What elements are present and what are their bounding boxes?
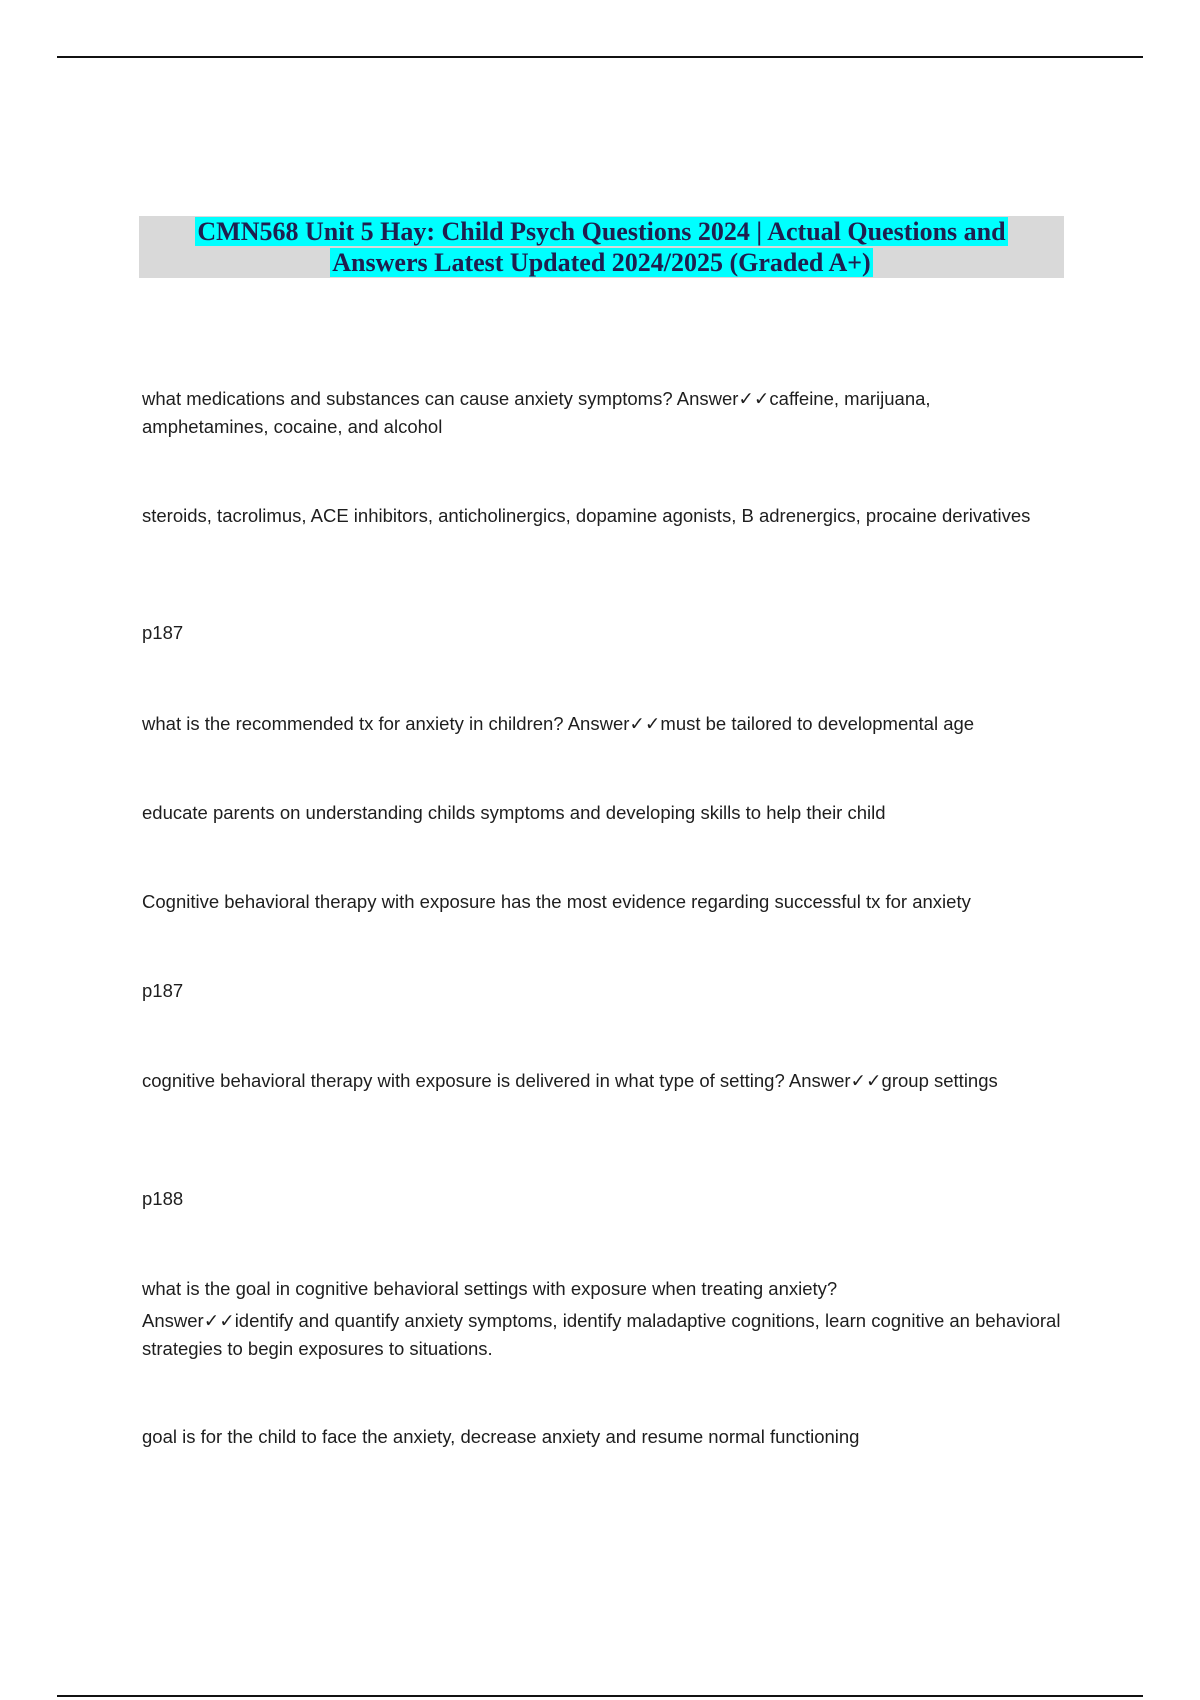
- page-ref: p188: [142, 1188, 184, 1209]
- bottom-rule: [57, 1695, 1143, 1697]
- page-ref: p187: [142, 980, 184, 1001]
- paragraph-q2-detail-1: educate parents on understanding childs symptoms and developing skills to help their child: [142, 802, 886, 823]
- title-line-2: Answers Latest Updated 2024/2025 (Graded A+): [332, 248, 871, 277]
- paragraph-q4: what is the goal in cognitive behavioral settings with exposure when treating anxiety?: [142, 1278, 838, 1299]
- paragraph-q1-extra: steroids, tacrolimus, ACE inhibitors, anticholinergics, dopamine agonists, B adrenergics, procaine derivatives: [142, 505, 1031, 526]
- page-ref: p187: [142, 622, 184, 643]
- paragraph-q4-goal: goal is for the child to face the anxiety, decrease anxiety and resume normal functioning: [142, 1426, 860, 1447]
- paragraph-q3: cognitive behavioral therapy with exposure is delivered in what type of setting? Answer✓✓group settings: [142, 1070, 998, 1091]
- document-title: [139, 216, 1064, 278]
- paragraph-q2-detail-2: Cognitive behavioral therapy with exposure has the most evidence regarding successful tx for anxiety: [142, 891, 971, 912]
- title-line-1: CMN568 Unit 5 Hay: Child Psych Questions 2024 | Actual Questions and: [197, 217, 1006, 246]
- paragraph-q1: what medications and substances can cause anxiety symptoms? Answer✓✓caffeine, marijuana, amphetamines, cocaine, and alcohol: [142, 388, 931, 437]
- paragraph-q2: what is the recommended tx for anxiety in children? Answer✓✓must be tailored to developmental age: [142, 713, 975, 734]
- top-rule: [57, 56, 1143, 58]
- paragraph-q4-answer: Answer✓✓identify and quantify anxiety symptoms, identify maladaptive cognitions, learn cognitive an behavioral strategies to begin exposures to situations.: [142, 1310, 1061, 1359]
